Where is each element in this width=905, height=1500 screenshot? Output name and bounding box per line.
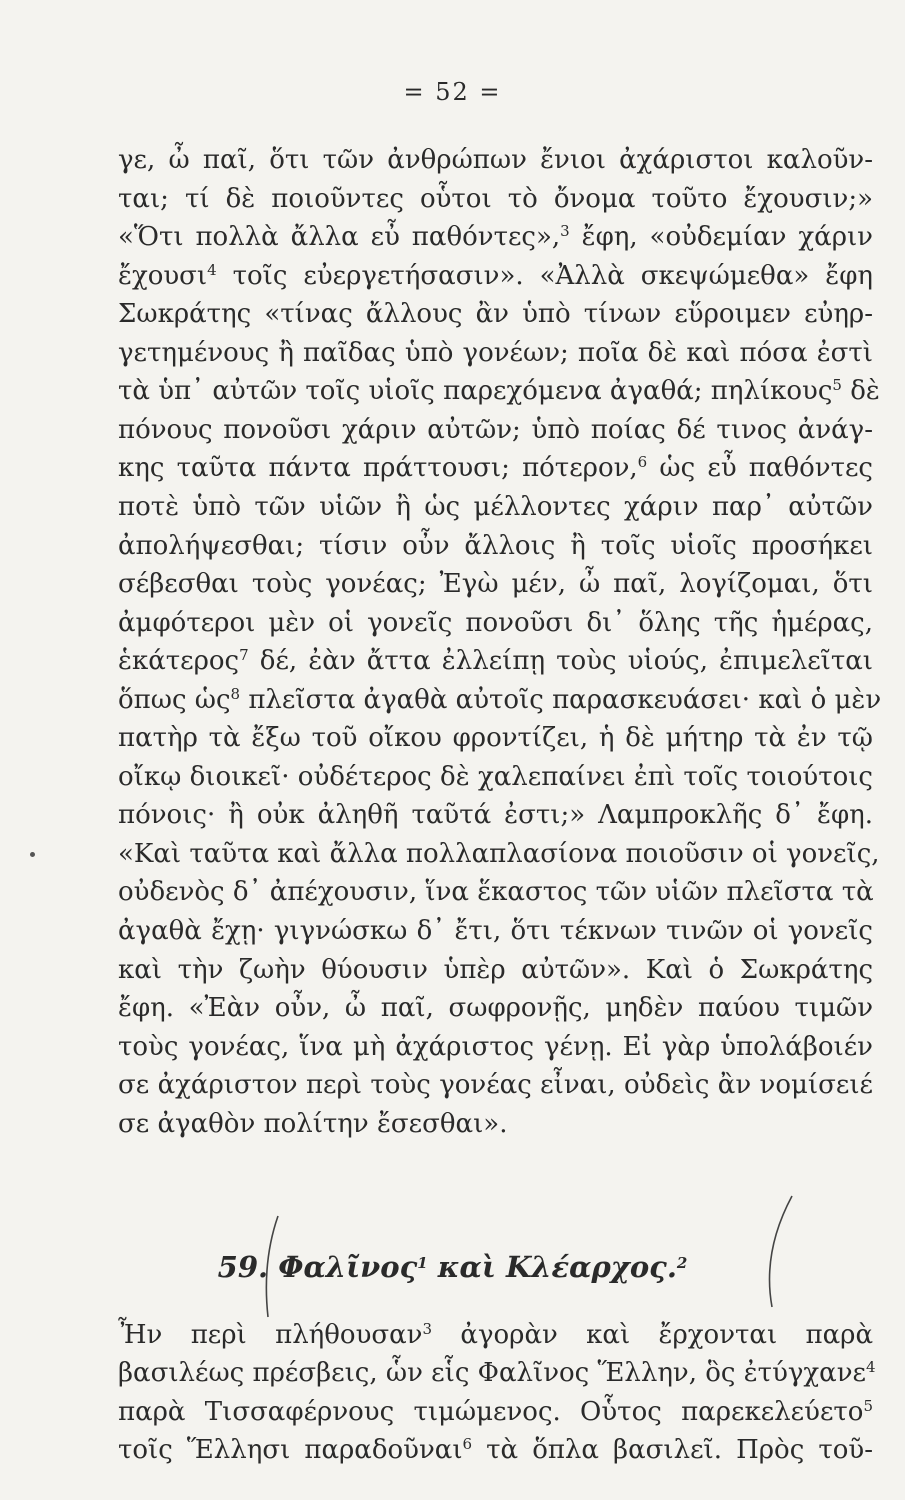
text-span: δὲ [841,376,880,407]
text-span: ἔφη. «Ἐὰν οὖν, ὦ παῖ, σωφρονῇς, μηδὲν παύου τιμῶν [118,993,873,1024]
text-span: ἀπολήψεσθαι; τίσιν οὖν ἄλλοις ἢ τοῖς υἱοῖς προσήκει [118,530,873,561]
text-line [118,182,873,216]
text-span: βασιλέως πρέσβεις, ὧν εἷς Φαλῖνος Ἕλλην, ὃς ἐτύγχανε [118,1358,866,1389]
text-span: Ἦν περὶ πλήθουσαν [118,1320,423,1350]
text-line [118,1030,873,1064]
text-span: πλεῖστα ἀγαθὰ αὐτοῖς παρασκευάσει· καὶ ὁ μὲν [240,684,882,715]
text-line [118,644,873,678]
text-span: τοῖς Ἕλλησι παραδοῦναι [118,1434,463,1465]
text-span: πατὴρ τὰ ἔξω τοῦ οἴκου φροντίζει, ἡ δὲ μήτηρ τὰ ἐν τῷ [118,723,873,754]
text-line [118,914,873,948]
left-bracket-mark [250,1212,290,1322]
text-line [118,760,873,794]
text-line [118,1318,873,1352]
text-line [118,336,873,370]
text-span: ται; τί δὲ ποιοῦντες οὗτοι τὸ ὄνομα τοῦτο ἔχουσιν;» [118,183,873,214]
text-span: ἔχουσι [118,260,208,291]
text-span: τὰ ὅπλα βασιλεῖ. Πρὸς τοῦ- [472,1434,873,1465]
text-line [118,374,880,408]
text-span: ὡς εὖ παθόντες [647,453,873,484]
text-span: πόνοις· ἢ οὐκ ἀληθῆ ταῦτά ἐστι;» Λαμπροκλῆς δ᾿ ἔφη. [118,800,873,831]
text-line [118,953,873,987]
text-span: «Ὅτι πολλὰ ἄλλα εὖ παθόντες», [118,222,561,253]
footnote-marker: 2 [676,1254,688,1272]
text-span: παρὰ Τισσαφέρνους τιμώμενος. Οὗτος παρεκελεύετο [118,1396,864,1427]
text-span: σέβεσθαι τοὺς γονέας; Ἐγὼ μέν, ὦ παῖ, λογίζομαι, ὅτι [118,569,873,600]
right-bracket-mark [752,1192,812,1312]
text-line [118,683,882,717]
footnote-marker: 4 [866,1358,876,1377]
text-line [118,567,873,601]
text-line [118,220,873,254]
text-span: ὅπως ὡς [118,684,231,715]
footnote-marker: 3 [560,222,570,241]
text-span: Σωκράτης «τίνας ἄλλους ἂν ὑπὸ τίνων εὕροιμεν εὐηρ- [118,299,873,330]
text-span: οἴκῳ διοικεῖ· οὐδέτερος δὲ χαλεπαίνει ἐπὶ τοῖς τοιούτοις [118,761,873,792]
text-line [118,490,873,524]
text-span: 59. Φαλῖνος [217,1250,418,1284]
footnote-marker: 5 [863,1396,873,1415]
text-line [118,837,880,871]
text-line [118,721,873,755]
text-line [118,413,873,447]
text-span: ἀγαθὰ ἔχῃ· γιγνώσκω δ᾿ ἔτι, ὅτι τέκνων τινῶν οἱ γονεῖς [118,916,873,946]
text-span: ἔφη, «οὐδεμίαν χάριν [569,222,873,253]
text-line [118,451,873,485]
text-line [118,606,873,640]
footnote-marker: 1 [417,1254,428,1272]
text-line [118,798,873,832]
text-line [118,1107,873,1141]
text-span: πόνους πονοῦσι χάριν αὐτῶν; ὑπὸ ποίας δέ τινος ἀνάγ- [118,414,873,445]
text-line [118,297,873,331]
text-span: ἀγορὰν καὶ ἔρχονται παρὰ [432,1320,873,1350]
text-span: τὰ ὑπ᾿ αὐτῶν τοῖς υἱοῖς παρεχόμενα ἀγαθά; πηλίκους [118,376,833,407]
text-span: οὐδενὸς δ᾿ ἀπέχουσιν, ἵνα ἕκαστος τῶν υἱῶν πλεῖστα τὰ [118,877,874,908]
text-span: ἀμφότεροι μὲν οἱ γονεῖς πονοῦσι δι᾿ ὅλης τῆς ἡμέρας, [118,607,873,638]
text-line [118,991,873,1025]
footnote-marker: 8 [230,684,241,703]
text-line [118,875,873,909]
text-line [118,1433,873,1467]
text-line [118,259,873,293]
footnote-marker: 4 [207,260,217,279]
text-line [118,1395,873,1429]
text-span: τοὺς γονέας, ἵνα μὴ ἀχάριστος γένῃ. Εἰ γὰρ ὑπολάβοιέν [118,1031,873,1062]
text-span: καὶ τὴν ζωὴν θύουσιν ὑπὲρ αὐτῶν». Καὶ ὁ Σωκράτης [118,954,873,985]
footnote-marker: 5 [832,376,842,395]
text-span: σε ἀχάριστον περὶ τοὺς γονέας εἶναι, οὐδεὶς ἂν νομίσειέ [118,1070,873,1101]
footnote-marker: 3 [422,1320,433,1338]
text-span: ποτὲ ὑπὸ τῶν υἱῶν ἢ ὡς μέλλοντες χάριν παρ᾿ αὐτῶν [118,491,873,522]
text-span: «Καὶ ταῦτα καὶ ἄλλα πολλαπλασίονα ποιοῦσιν οἱ γονεῖς, [118,838,880,869]
text-span: σε ἀγαθὸν πολίτην ἔσεσθαι». [118,1108,508,1139]
footnote-marker: 7 [239,646,249,665]
text-line [118,1356,876,1390]
footnote-marker: 6 [637,453,648,472]
text-span: δέ, ἐὰν ἄττα ἐλλείπῃ τοὺς υἱούς, ἐπιμελεῖται [248,646,873,677]
text-span: ἑκάτερος [118,646,240,677]
text-line [118,1068,873,1102]
footnote-marker: 6 [462,1434,473,1453]
page-number: = 52 = [403,78,502,106]
text-span: κης ταῦτα πάντα πράττουσι; πότερον, [118,453,638,484]
text-span: γετημένους ἢ παῖδας ὑπὸ γονέων; ποῖα δὲ καὶ πόσα ἐστὶ [118,337,873,368]
text-line [118,529,873,563]
text-span: τοῖς εὐεργετήσασιν». «Ἀλλὰ σκεψώμεθα» ἔφη [216,260,873,291]
text-line [118,143,873,177]
text-span: καὶ Κλέαρχος. [427,1250,677,1284]
text-span: γε, ὦ παῖ, ὅτι τῶν ἀνθρώπων ἔνιοι ἀχάριστοι καλοῦν- [118,145,873,175]
margin-dot [30,852,35,857]
